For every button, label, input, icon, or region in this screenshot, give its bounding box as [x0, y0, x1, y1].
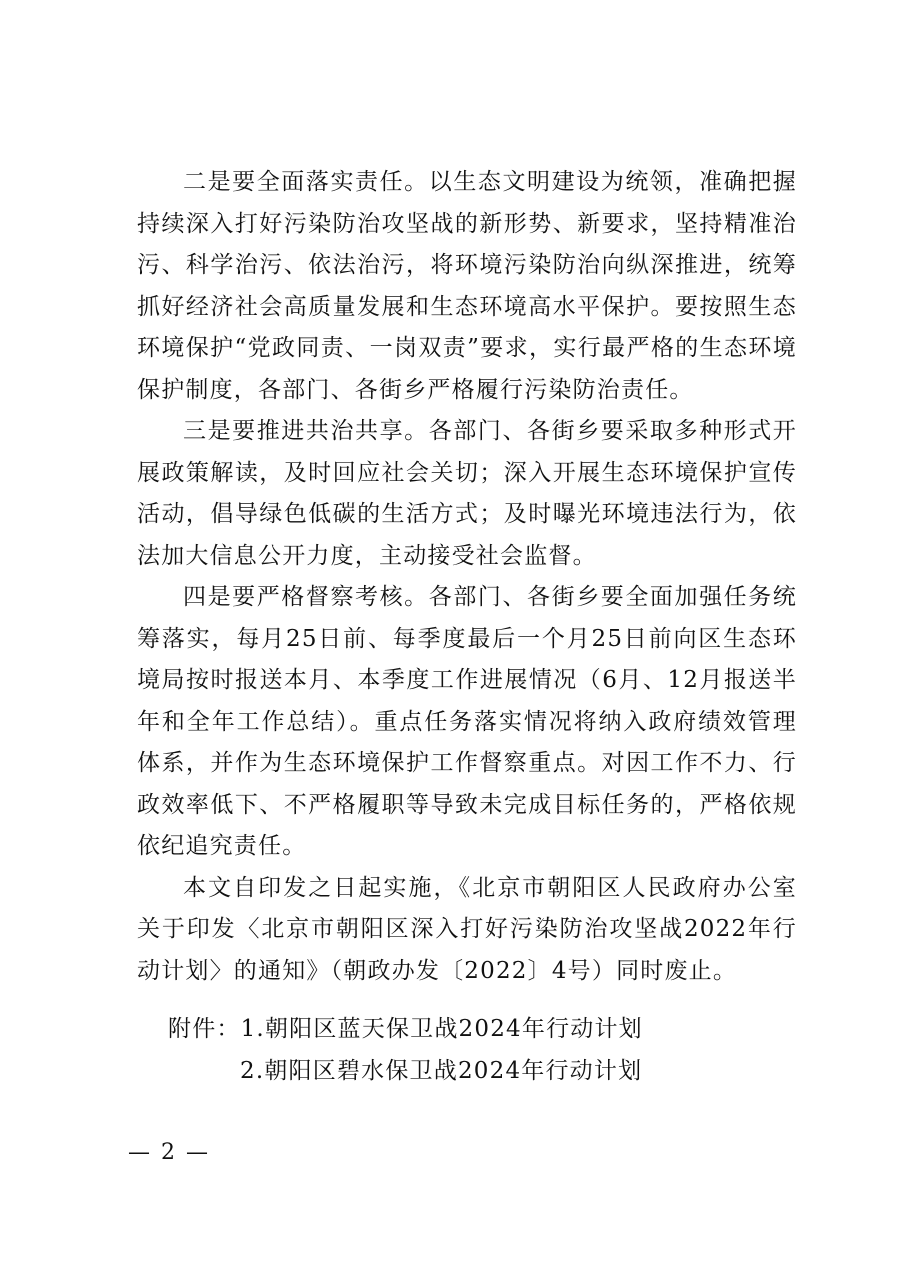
page-number: — 2 —	[128, 1140, 210, 1165]
paragraph-effective-date: 本文自印发之日起实施，《北京市朝阳区人民政府办公室关于印发〈北京市朝阳区深入打好污染防治攻坚战2022年行动计划〉的通知》（朝政办发〔2022〕4号）同时废止。	[137, 874, 797, 984]
attachment-item-2: 2.朝阳区碧水保卫战2024年行动计划	[240, 1058, 643, 1084]
paragraph-responsibility: 二是要全面落实责任。以生态文明建设为统领，准确把握持续深入打好污染防治攻坚战的新形势、新要求，坚持精准治污、科学治污、依法治污，将环境污染防治向纵深推进，统筹抓好经济社会高质量发展和生态环境高水平保护。要按照生态环境保护“党政同责、一岗双责”要求，实行最严格的生态环境保护制度，各部门、各街乡严格履行污染防治责任。	[137, 169, 797, 403]
paragraph-supervision: 四是要严格督察考核。各部门、各街乡要全面加强任务统筹落实，每月25日前、每季度最后一个月25日前向区生态环境局按时报送本月、本季度工作进展情况（6月、12月报送半年和全年工作总结）。重点任务落实情况将纳入政府绩效管理体系，并作为生态环境保护工作督察重点。对因工作不力、行政效率低下、不严格履职等导致未完成目标任务的，严格依规依纪追究责任。	[137, 584, 797, 859]
paragraph-co-governance: 三是要推进共治共享。各部门、各街乡要采取多种形式开展政策解读，及时回应社会关切；深入开展生态环境保护宣传活动，倡导绿色低碳的生活方式；及时曝光环境违法行为，依法加大信息公开力度，主动接受社会监督。	[137, 418, 797, 569]
attachments-list	[168, 1008, 788, 1092]
attachment-item-1: 附件：1.朝阳区蓝天保卫战2024年行动计划	[168, 1016, 643, 1042]
document-body	[137, 162, 797, 992]
